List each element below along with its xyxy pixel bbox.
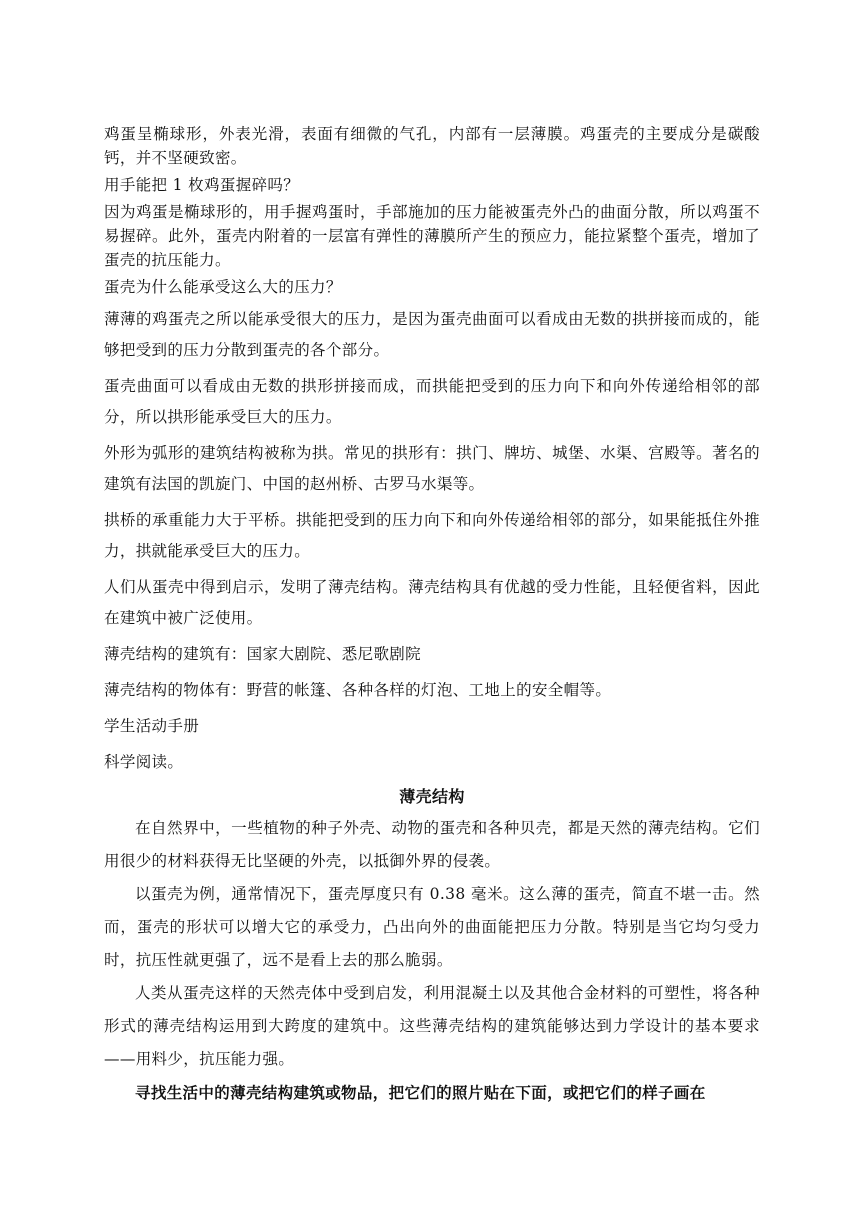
paragraph-shell-buildings: 薄壳结构的建筑有：国家大剧院、悉尼歌剧院 [104, 645, 422, 663]
paragraph-arch-splicing: 薄薄的鸡蛋壳之所以能承受很大的压力，是因为蛋壳曲面可以看成由无数的拱拼接而成的，能够把受到的压力分散到蛋壳的各个部分。 [104, 310, 760, 359]
section-label-handbook: 学生活动手册 [104, 717, 200, 735]
paragraph-why-not-crushed: 因为鸡蛋是椭球形的，用手握鸡蛋时，手部施加的压力能被蛋壳外凸的曲面分散，所以鸡蛋不易握碎。此外，蛋壳内附着的一层富有弹性的薄膜所产生的预应力，能拉紧整个蛋壳，增加了蛋壳的抗压能力。 [104, 203, 760, 269]
reading-task: 寻找生活中的薄壳结构建筑或物品，把它们的照片贴在下面，或把它们的样子画在 [135, 1083, 706, 1102]
paragraph-thin-shell: 人们从蛋壳中得到启示，发明了薄壳结构。薄壳结构具有优越的受力性能，且轻便省料，因此在建筑中被广泛使用。 [104, 578, 760, 627]
reading-paragraph-nature: 在自然界中，一些植物的种子外壳、动物的蛋壳和各种贝壳，都是天然的薄壳结构。它们用很少的材料获得无比坚硬的外壳，以抵御外界的侵袭。 [104, 819, 760, 870]
paragraph-shell-objects: 薄壳结构的物体有：野营的帐篷、各种各样的灯泡、工地上的安全帽等。 [104, 681, 612, 699]
section-label-reading: 科学阅读。 [104, 753, 184, 771]
document-page [104, 122, 760, 1109]
reading-title: 薄壳结构 [399, 787, 465, 806]
question-shell-pressure: 蛋壳为什么能承受这么大的压力？ [104, 278, 342, 296]
paragraph-arch-definition: 外形为弧形的建筑结构被称为拱。常见的拱形有：拱门、牌坊、城堡、水渠、宫殿等。著名的建筑有法国的凯旋门、中国的赵州桥、古罗马水渠等。 [104, 444, 760, 493]
reading-paragraph-eggshell: 以蛋壳为例，通常情况下，蛋壳厚度只有 0.38 毫米。这么薄的蛋壳，简直不堪一击。然而，蛋壳的形状可以增大它的承受力，凸出向外的曲面能把压力分散。特别是当它均匀受力时，抗压性就更强了，远不是看上去的那么脆弱。 [104, 885, 760, 969]
question-crush-egg: 用手能把 1 枚鸡蛋握碎吗？ [104, 176, 300, 194]
paragraph-arch-pressure: 蛋壳曲面可以看成由无数的拱形拼接而成，而拱能把受到的压力向下和向外传递给相邻的部分，所以拱形能承受巨大的压力。 [104, 377, 760, 426]
paragraph-egg-shape: 鸡蛋呈椭球形，外表光滑，表面有细微的气孔，内部有一层薄膜。鸡蛋壳的主要成分是碳酸钙，并不坚硬致密。 [104, 125, 760, 167]
paragraph-arch-bridge: 拱桥的承重能力大于平桥。拱能把受到的压力向下和向外传递给相邻的部分，如果能抵住外推力，拱就能承受巨大的压力。 [104, 511, 760, 560]
reading-paragraph-inspiration: 人类从蛋壳这样的天然壳体中受到启发，利用混凝土以及其他合金材料的可塑性，将各种形式的薄壳结构运用到大跨度的建筑中。这些薄壳结构的建筑能够达到力学设计的基本要求——用料少，抗压能力强。 [104, 984, 760, 1068]
